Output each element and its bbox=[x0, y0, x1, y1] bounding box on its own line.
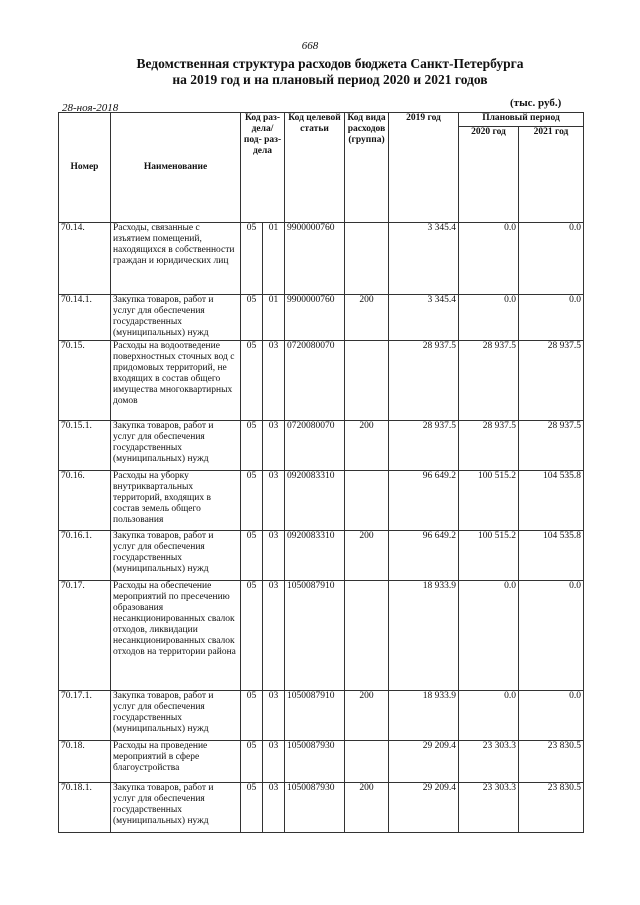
row-value-2020: 0.0 bbox=[459, 223, 519, 295]
document-date: 28-ноя-2018 bbox=[62, 102, 119, 114]
header-section: Код раз- дела/ под- раз- дела bbox=[241, 113, 285, 223]
row-name: Закупка товаров, работ и услуг для обеспечения государственных (муниципальных) нужд bbox=[111, 783, 241, 833]
row-value-2019: 18 933.9 bbox=[389, 691, 459, 741]
table-row bbox=[59, 741, 584, 783]
table-row bbox=[59, 295, 584, 341]
row-expense-code bbox=[345, 471, 389, 531]
units-label: (тыс. руб.) bbox=[510, 97, 562, 109]
row-section: 05 bbox=[241, 691, 263, 741]
row-section: 05 bbox=[241, 471, 263, 531]
row-value-2019: 18 933.9 bbox=[389, 581, 459, 691]
table-row bbox=[59, 223, 584, 295]
table-row bbox=[59, 783, 584, 833]
row-value-2020: 100 515.2 bbox=[459, 471, 519, 531]
row-section: 05 bbox=[241, 295, 263, 341]
row-value-2021: 104 535.8 bbox=[519, 471, 584, 531]
row-target-code: 1050087930 bbox=[285, 783, 345, 833]
row-value-2019: 96 649.2 bbox=[389, 471, 459, 531]
row-subsection: 03 bbox=[263, 691, 285, 741]
header-planned: Плановый период bbox=[459, 113, 584, 127]
row-expense-code bbox=[345, 741, 389, 783]
header-expense-type: Код вида расходов (группа) bbox=[345, 113, 389, 223]
row-number: 70.16.1. bbox=[59, 531, 111, 581]
row-value-2020: 23 303.3 bbox=[459, 741, 519, 783]
row-name: Закупка товаров, работ и услуг для обеспечения государственных (муниципальных) нужд bbox=[111, 531, 241, 581]
row-number: 70.18. bbox=[59, 741, 111, 783]
table-row bbox=[59, 531, 584, 581]
header-2020: 2020 год bbox=[459, 127, 519, 223]
row-subsection: 01 bbox=[263, 223, 285, 295]
row-section: 05 bbox=[241, 581, 263, 691]
row-name: Расходы на водоотведение поверхностных сточных вод с придомовых территорий, не входящих в состав общего имущества многоквартирных домов bbox=[111, 341, 241, 421]
row-expense-code: 200 bbox=[345, 295, 389, 341]
row-section: 05 bbox=[241, 421, 263, 471]
row-target-code: 1050087910 bbox=[285, 581, 345, 691]
row-expense-code: 200 bbox=[345, 531, 389, 581]
row-number: 70.18.1. bbox=[59, 783, 111, 833]
row-subsection: 03 bbox=[263, 581, 285, 691]
row-number: 70.17. bbox=[59, 581, 111, 691]
row-number: 70.15. bbox=[59, 341, 111, 421]
row-subsection: 03 bbox=[263, 531, 285, 581]
header-target: Код целевой статьи bbox=[285, 113, 345, 223]
row-target-code: 9900000760 bbox=[285, 295, 345, 341]
row-value-2021: 23 830.5 bbox=[519, 741, 584, 783]
table-row bbox=[59, 471, 584, 531]
document-title bbox=[60, 56, 600, 88]
row-section: 05 bbox=[241, 741, 263, 783]
row-target-code: 0720080070 bbox=[285, 421, 345, 471]
row-name: Расходы на обеспечение мероприятий по пресечению образования несанкционированных свалок отходов, ликвидации несанкционированных свалок отходов на территории района bbox=[111, 581, 241, 691]
row-value-2020: 0.0 bbox=[459, 691, 519, 741]
row-value-2019: 29 209.4 bbox=[389, 783, 459, 833]
row-name: Закупка товаров, работ и услуг для обеспечения государственных (муниципальных) нужд bbox=[111, 421, 241, 471]
row-value-2021: 0.0 bbox=[519, 691, 584, 741]
row-expense-code: 200 bbox=[345, 691, 389, 741]
table-row bbox=[59, 581, 584, 691]
table-row bbox=[59, 691, 584, 741]
row-number: 70.15.1. bbox=[59, 421, 111, 471]
row-target-code: 1050087930 bbox=[285, 741, 345, 783]
header-name: Наименование bbox=[111, 113, 241, 223]
title-line-2: на 2019 год и на плановый период 2020 и 2021 годов bbox=[172, 72, 488, 87]
row-value-2021: 0.0 bbox=[519, 223, 584, 295]
row-value-2021: 23 830.5 bbox=[519, 783, 584, 833]
row-value-2019: 29 209.4 bbox=[389, 741, 459, 783]
row-subsection: 01 bbox=[263, 295, 285, 341]
row-name: Закупка товаров, работ и услуг для обеспечения государственных (муниципальных) нужд bbox=[111, 691, 241, 741]
row-number: 70.14.1. bbox=[59, 295, 111, 341]
row-section: 05 bbox=[241, 531, 263, 581]
row-value-2019: 28 937.5 bbox=[389, 421, 459, 471]
row-value-2020: 0.0 bbox=[459, 295, 519, 341]
row-subsection: 03 bbox=[263, 421, 285, 471]
row-number: 70.16. bbox=[59, 471, 111, 531]
row-value-2020: 28 937.5 bbox=[459, 341, 519, 421]
budget-table bbox=[58, 112, 584, 833]
row-target-code: 1050087910 bbox=[285, 691, 345, 741]
row-subsection: 03 bbox=[263, 471, 285, 531]
row-target-code: 0920083310 bbox=[285, 531, 345, 581]
row-name: Расходы, связанные с изъятием помещений, находящихся в собственности граждан и юридических лиц bbox=[111, 223, 241, 295]
row-value-2019: 3 345.4 bbox=[389, 295, 459, 341]
row-number: 70.17.1. bbox=[59, 691, 111, 741]
row-subsection: 03 bbox=[263, 783, 285, 833]
page-number: 668 bbox=[301, 40, 319, 52]
row-section: 05 bbox=[241, 223, 263, 295]
row-expense-code: 200 bbox=[345, 783, 389, 833]
row-name: Расходы на проведение мероприятий в сфере благоустройства bbox=[111, 741, 241, 783]
row-value-2020: 28 937.5 bbox=[459, 421, 519, 471]
row-section: 05 bbox=[241, 783, 263, 833]
row-name: Расходы на уборку внутриквартальных территорий, входящих в состав земель общего пользования bbox=[111, 471, 241, 531]
row-subsection: 03 bbox=[263, 341, 285, 421]
row-value-2021: 28 937.5 bbox=[519, 341, 584, 421]
row-value-2021: 0.0 bbox=[519, 581, 584, 691]
row-expense-code bbox=[345, 223, 389, 295]
row-value-2021: 28 937.5 bbox=[519, 421, 584, 471]
header-2019: 2019 год bbox=[389, 113, 459, 223]
header-number: Номер bbox=[59, 113, 111, 223]
row-target-code: 9900000760 bbox=[285, 223, 345, 295]
row-expense-code: 200 bbox=[345, 421, 389, 471]
row-expense-code bbox=[345, 581, 389, 691]
row-expense-code bbox=[345, 341, 389, 421]
row-value-2021: 104 535.8 bbox=[519, 531, 584, 581]
row-value-2019: 3 345.4 bbox=[389, 223, 459, 295]
row-value-2020: 0.0 bbox=[459, 581, 519, 691]
table-row bbox=[59, 421, 584, 471]
row-subsection: 03 bbox=[263, 741, 285, 783]
title-line-1: Ведомственная структура расходов бюджета Санкт-Петербурга bbox=[136, 56, 524, 71]
table-row bbox=[59, 341, 584, 421]
row-value-2020: 23 303.3 bbox=[459, 783, 519, 833]
row-target-code: 0720080070 bbox=[285, 341, 345, 421]
header-2021: 2021 год bbox=[519, 127, 584, 223]
row-value-2021: 0.0 bbox=[519, 295, 584, 341]
row-value-2019: 28 937.5 bbox=[389, 341, 459, 421]
row-target-code: 0920083310 bbox=[285, 471, 345, 531]
row-value-2019: 96 649.2 bbox=[389, 531, 459, 581]
row-section: 05 bbox=[241, 341, 263, 421]
row-value-2020: 100 515.2 bbox=[459, 531, 519, 581]
row-name: Закупка товаров, работ и услуг для обеспечения государственных (муниципальных) нужд bbox=[111, 295, 241, 341]
row-number: 70.14. bbox=[59, 223, 111, 295]
